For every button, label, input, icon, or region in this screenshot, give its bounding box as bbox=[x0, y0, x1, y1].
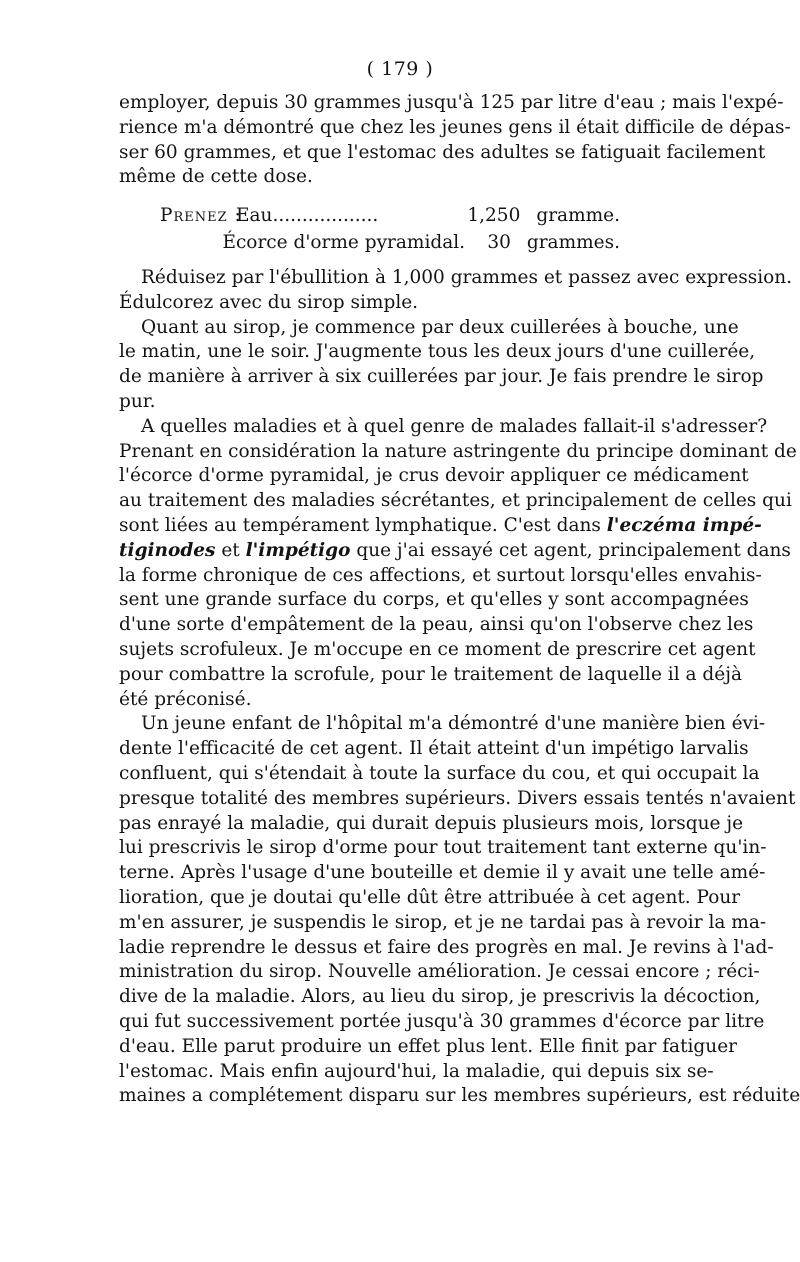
text-line: A quelles maladies et à quel genre de malades fallait-il s'adresser? bbox=[141, 415, 768, 437]
page-number: ( 179 ) bbox=[366, 58, 434, 80]
text-line: Quant au sirop, je commence par deux cuillerées à bouche, une bbox=[141, 316, 739, 338]
text-line: lioration, que je doutai qu'elle dût être attribuée à cet agent. Pour bbox=[119, 886, 741, 908]
text-line bbox=[119, 539, 791, 564]
recipe-block bbox=[160, 205, 620, 259]
text-line: rience m'a démontré que chez les jeunes gens il était difficile de dépas- bbox=[119, 116, 791, 138]
recipe-row bbox=[160, 232, 620, 259]
intro-paragraph bbox=[119, 91, 791, 190]
text-line: Édulcorez avec du sirop simple. bbox=[119, 291, 419, 313]
text-line bbox=[119, 514, 762, 539]
text-line: sujets scrofuleux. Je m'occupe en ce moment de prescrire cet agent bbox=[119, 638, 756, 660]
text-line: dente l'efficacité de cet agent. Il était atteint d'un impétigo larvalis bbox=[119, 738, 749, 760]
text-line: de manière à arriver à six cuillerées par jour. Je fais prendre le sirop bbox=[119, 366, 764, 388]
text-line: Prenant en considération la nature astringente du principe dominant de bbox=[119, 440, 797, 462]
text-line: été préconisé. bbox=[119, 688, 252, 710]
text-line: Réduisez par l'ébullition à 1,000 grammes et passez avec expression. bbox=[141, 267, 793, 288]
text-line: ministration du sirop. Nouvelle amélioration. Je cessai encore ; réci- bbox=[119, 961, 760, 983]
text-line: d'une sorte d'empâtement de la peau, ainsi qu'on l'observe chez les bbox=[119, 614, 754, 636]
recipe-ingredient: Eau.................. bbox=[236, 205, 379, 226]
text-line: employer, depuis 30 grammes jusqu'à 125 par litre d'eau ; mais l'expé- bbox=[119, 92, 784, 113]
text-line: au traitement des maladies sécrétantes, et principalement de celles qui bbox=[119, 490, 792, 512]
emphasis-term: l'impétigo bbox=[245, 539, 351, 561]
text-line: m'en assurer, je suspendis le sirop, et je ne tardai pas à revoir la ma- bbox=[119, 911, 767, 933]
text-line: dive de la maladie. Alors, au lieu du sirop, je prescrivis la décoction, bbox=[119, 986, 761, 1008]
text-line: maines a complétement disparu sur les membres supérieurs, est réduite bbox=[119, 1085, 800, 1107]
recipe-label: Prenez : bbox=[160, 205, 242, 226]
text-line: l'estomac. Mais enfin aujourd'hui, la maladie, qui depuis six se- bbox=[119, 1060, 714, 1082]
text-line: la forme chronique de ces affections, et surtout lorsqu'elles envahis- bbox=[119, 564, 762, 586]
recipe-unit: grammes. bbox=[526, 232, 620, 253]
text-line: lui prescrivis le sirop d'orme pour tout traitement tant externe qu'in- bbox=[119, 837, 767, 859]
text-line: ladie reprendre le dessus et faire des progrès en mal. Je revins à l'ad- bbox=[119, 936, 774, 958]
text-line: pour combattre la scrofule, pour le traitement de laquelle il a déjà bbox=[119, 663, 742, 685]
text-line: Un jeune enfant de l'hôpital m'a démontré d'une manière bien évi- bbox=[141, 713, 766, 735]
text-line: ser 60 grammes, et que l'estomac des adultes se fatiguait facilement bbox=[119, 141, 766, 163]
text-line: même de cette dose. bbox=[119, 166, 313, 188]
recipe-quantity: 1,250 bbox=[467, 205, 521, 226]
text-fragment: sont liées au tempérament lymphatique. C'est dans bbox=[119, 514, 607, 536]
text-fragment: et bbox=[215, 539, 246, 561]
emphasis-term: l'eczéma impé- bbox=[606, 514, 762, 536]
text-line: confluent, qui s'étendait à toute la surface du cou, et qui occupait la bbox=[119, 762, 760, 784]
text-line: pas enrayé la maladie, qui durait depuis plusieurs mois, lorsque je bbox=[119, 812, 744, 834]
text-line: qui fut successivement portée jusqu'à 30 grammes d'écorce par litre bbox=[119, 1010, 765, 1032]
text-line: l'écorce d'orme pyramidal, je crus devoir appliquer ce médicament bbox=[119, 465, 749, 487]
text-fragment: que j'ai essayé cet agent, principalement dans bbox=[350, 539, 791, 561]
recipe-quantity: 30 bbox=[487, 232, 511, 253]
text-line: terne. Après l'usage d'une bouteille et demie il y avait une telle amé- bbox=[119, 862, 766, 884]
text-line: sent une grande surface du corps, et qu'elles y sont accompagnées bbox=[119, 589, 749, 611]
text-line: presque totalité des membres supérieurs. Divers essais tentés n'avaient bbox=[119, 787, 796, 809]
text-line: le matin, une le soir. J'augmente tous les deux jours d'une cuillerée, bbox=[119, 341, 756, 363]
recipe-unit: gramme. bbox=[536, 205, 620, 226]
recipe-ingredient: Écorce d'orme pyramidal. bbox=[222, 232, 466, 253]
text-line: d'eau. Elle parut produire un effet plus lent. Elle finit par fatiguer bbox=[119, 1035, 737, 1057]
recipe-row bbox=[160, 205, 620, 232]
text-line: pur. bbox=[119, 390, 156, 412]
emphasis-term: tiginodes bbox=[119, 539, 216, 561]
body-text bbox=[119, 266, 800, 1109]
